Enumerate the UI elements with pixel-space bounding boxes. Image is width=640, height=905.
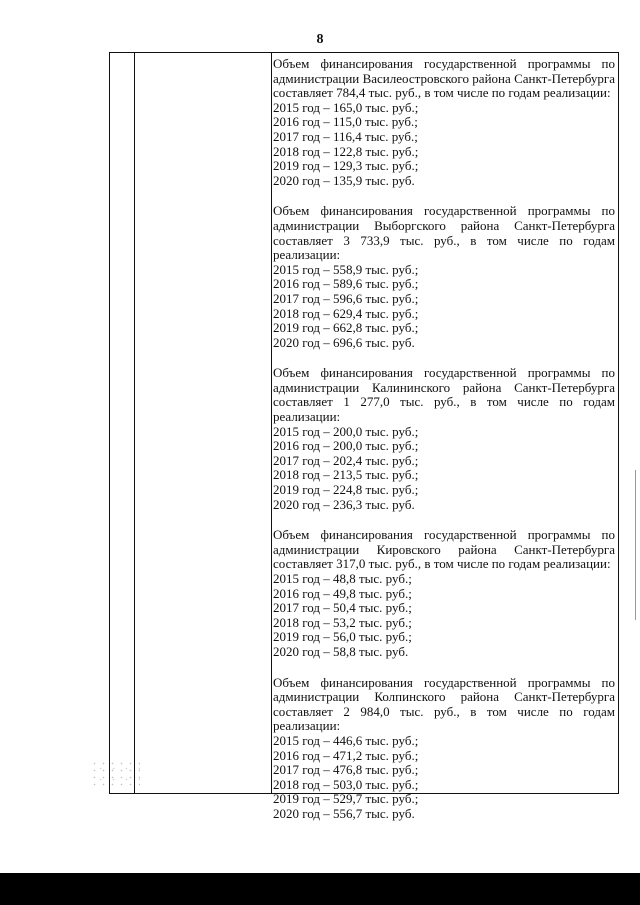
year-amount-line: 2019 год – 529,7 тыс. руб.; <box>273 791 419 807</box>
year-amount-line: 2015 год – 558,9 тыс. руб.; <box>273 261 419 277</box>
year-amount-line: 2017 год – 476,8 тыс. руб.; <box>273 762 419 778</box>
year-amount-line: 2020 год – 135,9 тыс. руб. <box>273 172 415 188</box>
year-amount-line: 2017 год – 202,4 тыс. руб.; <box>273 452 419 468</box>
funding-intro: Объем финансирования государственной программы по администрации Колпинского района Санкт-Петербурга составляет 2 984,0 тыс. руб., в том числе по годам реализации: <box>273 674 615 734</box>
year-amount-line: 2019 год – 129,3 тыс. руб.; <box>273 158 419 174</box>
funding-intro: Объем финансирования государственной программы по администрации Выборгского района Санкт-Петербурга составляет 3 733,9 тыс. руб., в том числе по годам реализации: <box>273 203 615 263</box>
year-amount-line: 2018 год – 53,2 тыс. руб.; <box>273 614 412 630</box>
year-amount-line: 2018 год – 122,8 тыс. руб.; <box>273 143 419 159</box>
funding-block-kalininsky <box>273 366 615 512</box>
page-number: 8 <box>316 32 324 47</box>
document-table <box>109 52 619 821</box>
funding-block-kolpinsky <box>273 676 615 822</box>
funding-block-vyborgsky <box>273 204 615 350</box>
year-amount-line: 2018 год – 629,4 тыс. руб.; <box>273 305 419 321</box>
funding-block-kirovsky <box>273 528 615 659</box>
year-amount-line: 2017 год – 596,6 тыс. руб.; <box>273 290 419 306</box>
year-amount-line: 2020 год – 696,6 тыс. руб. <box>273 334 415 350</box>
table-column-divider <box>271 53 272 793</box>
funding-content-cell <box>273 57 615 838</box>
year-amount-line: 2016 год – 200,0 тыс. руб.; <box>273 438 419 454</box>
year-amount-line: 2016 год – 49,8 тыс. руб.; <box>273 585 412 601</box>
year-amount-line: 2016 год – 115,0 тыс. руб.; <box>273 114 418 130</box>
funding-intro: Объем финансирования государственной программы по администрации Кировского района Санкт-Петербурга составляет 317,0 тыс. руб., в том числе по годам реализации: <box>273 527 615 572</box>
scan-noise <box>90 760 140 790</box>
year-amount-line: 2020 год – 556,7 тыс. руб. <box>273 805 415 821</box>
year-amount-line: 2017 год – 116,4 тыс. руб.; <box>273 128 418 144</box>
year-amount-line: 2015 год – 165,0 тыс. руб.; <box>273 99 419 115</box>
year-amount-line: 2016 год – 589,6 тыс. руб.; <box>273 276 419 292</box>
year-amount-line: 2019 год – 224,8 тыс. руб.; <box>273 482 419 498</box>
funding-block-vasileostrovsky <box>273 57 615 188</box>
funding-intro: Объем финансирования государственной программы по администрации Василеостровского района Санкт-Петербурга составляет 784,4 тыс. руб., в том числе по годам реализации: <box>273 56 615 101</box>
scan-edge-mark <box>635 470 640 620</box>
year-amount-line: 2015 год – 48,8 тыс. руб.; <box>273 571 412 586</box>
year-amount-line: 2018 год – 213,5 тыс. руб.; <box>273 467 419 483</box>
year-amount-line: 2015 год – 446,6 тыс. руб.; <box>273 732 419 748</box>
scan-bottom-border <box>0 873 640 905</box>
table-column-divider <box>134 53 135 793</box>
year-amount-line: 2015 год – 200,0 тыс. руб.; <box>273 423 419 439</box>
year-amount-line: 2020 год – 58,8 тыс. руб. <box>273 643 409 659</box>
year-amount-line: 2019 год – 662,8 тыс. руб.; <box>273 320 419 336</box>
funding-intro: Объем финансирования государственной программы по администрации Калининского района Санкт-Петербурга составляет 1 277,0 тыс. руб., в том числе по годам реализации: <box>273 365 615 425</box>
year-amount-line: 2018 год – 503,0 тыс. руб.; <box>273 776 419 792</box>
year-amount-line: 2016 год – 471,2 тыс. руб.; <box>273 747 419 763</box>
year-amount-line: 2020 год – 236,3 тыс. руб. <box>273 496 415 512</box>
year-amount-line: 2017 год – 50,4 тыс. руб.; <box>273 600 412 616</box>
year-amount-line: 2019 год – 56,0 тыс. руб.; <box>273 629 412 645</box>
